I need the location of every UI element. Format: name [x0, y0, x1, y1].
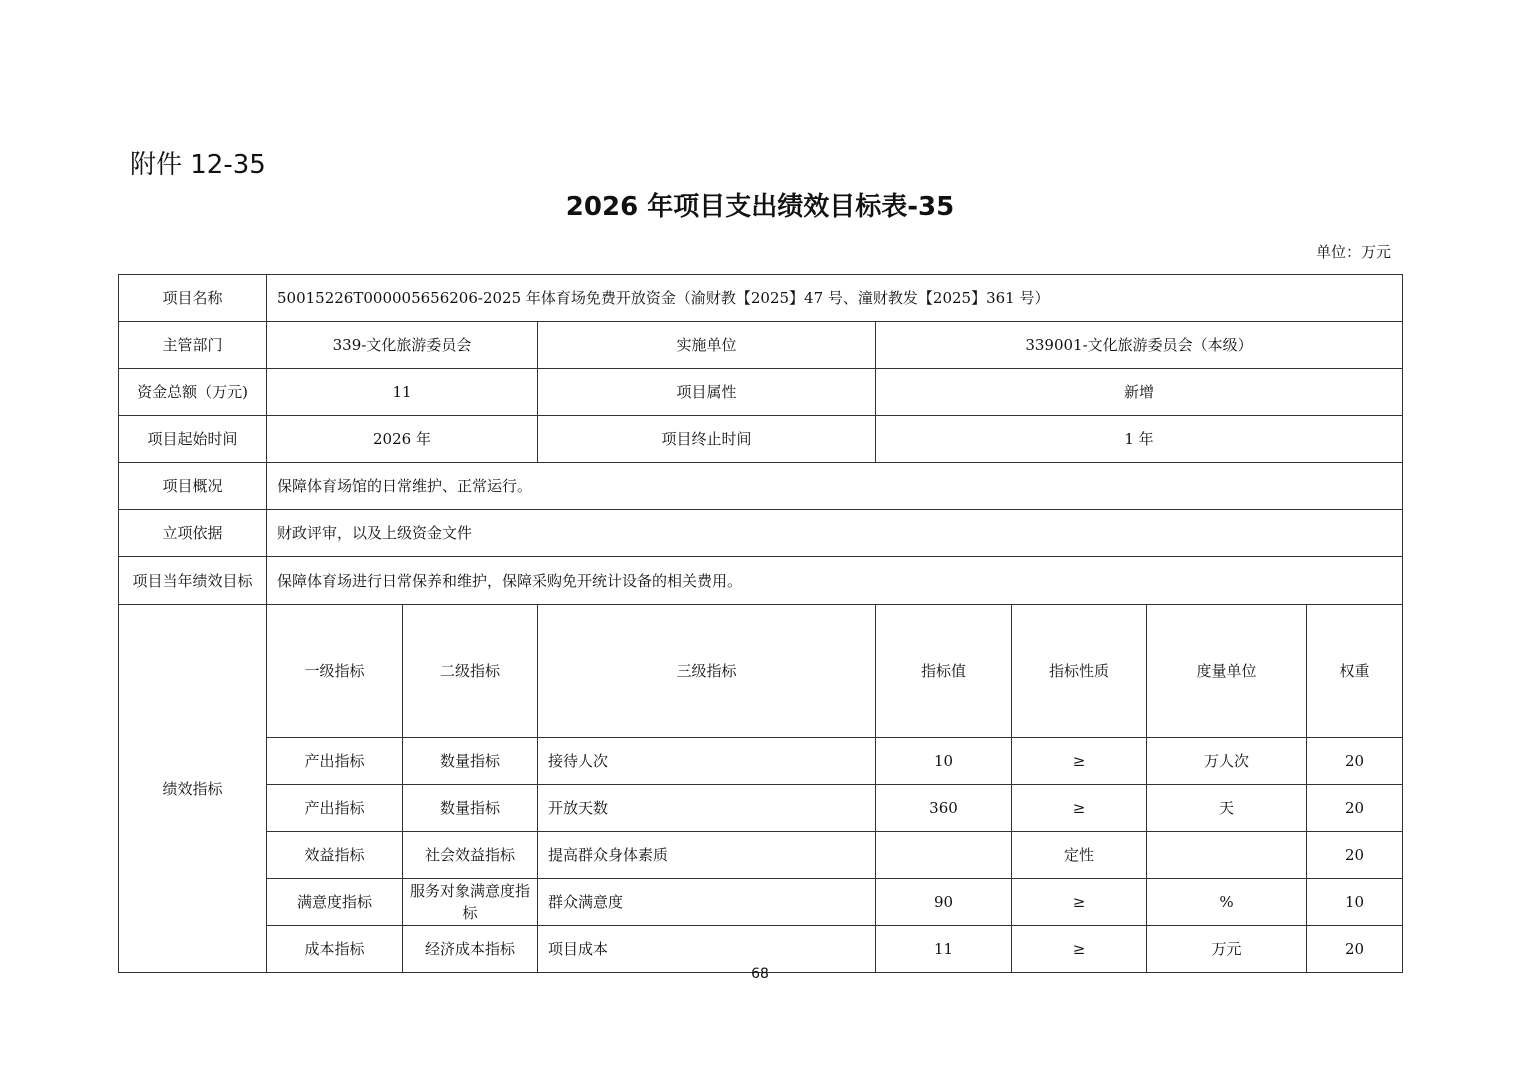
page-title: 2026 年项目支出绩效目标表-35	[565, 192, 955, 222]
row-project-name	[119, 275, 1403, 322]
goal-label: 项目当年绩效目标	[119, 557, 267, 605]
row-goal	[119, 557, 1403, 605]
dept-value: 339-文化旅游委员会	[267, 322, 538, 369]
level2-cell: 数量指标	[403, 785, 538, 832]
attachment-label: 附件 12-35	[130, 150, 266, 180]
impl-label: 实施单位	[538, 322, 876, 369]
header-unit: 度量单位	[1147, 605, 1307, 738]
level3-cell: 接待人次	[538, 738, 876, 785]
nature-cell: 定性	[1012, 832, 1147, 879]
level3-cell: 开放天数	[538, 785, 876, 832]
row-department	[119, 322, 1403, 369]
row-fund	[119, 369, 1403, 416]
level1-cell: 效益指标	[267, 832, 403, 879]
header-level2: 二级指标	[403, 605, 538, 738]
end-value: 1 年	[876, 416, 1403, 463]
level2-cell: 社会效益指标	[403, 832, 538, 879]
table-row	[119, 738, 1403, 785]
weight-cell: 10	[1307, 879, 1403, 926]
header-value: 指标值	[876, 605, 1012, 738]
nature-cell: ≥	[1012, 785, 1147, 832]
header-level1: 一级指标	[267, 605, 403, 738]
start-value: 2026 年	[267, 416, 538, 463]
project-name-value: 50015226T000005656206-2025 年体育场免费开放资金（渝财教【2025】47 号、潼财教发【2025】361 号）	[267, 275, 1403, 322]
weight-cell: 20	[1307, 832, 1403, 879]
level1-cell: 产出指标	[267, 738, 403, 785]
value-cell: 90	[876, 879, 1012, 926]
basis-value: 财政评审，以及上级资金文件	[267, 510, 1403, 557]
level3-cell: 提高群众身体素质	[538, 832, 876, 879]
weight-cell: 20	[1307, 785, 1403, 832]
value-cell: 360	[876, 785, 1012, 832]
table-row	[119, 879, 1403, 926]
unit-cell	[1147, 832, 1307, 879]
start-label: 项目起始时间	[119, 416, 267, 463]
unit-cell: 天	[1147, 785, 1307, 832]
nature-cell: ≥	[1012, 879, 1147, 926]
indicator-header-row	[119, 605, 1403, 738]
value-cell: 11	[876, 926, 1012, 973]
weight-cell: 20	[1307, 738, 1403, 785]
goal-value: 保障体育场进行日常保养和维护，保障采购免开统计设备的相关费用。	[267, 557, 1403, 605]
overview-value: 保障体育场馆的日常维护、正常运行。	[267, 463, 1403, 510]
indicators-label: 绩效指标	[119, 605, 267, 973]
overview-label: 项目概况	[119, 463, 267, 510]
fund-label: 资金总额（万元)	[119, 369, 267, 416]
attr-label: 项目属性	[538, 369, 876, 416]
table-row	[119, 832, 1403, 879]
row-basis	[119, 510, 1403, 557]
impl-value: 339001-文化旅游委员会（本级）	[876, 322, 1403, 369]
performance-target-table	[118, 274, 1403, 973]
dept-label: 主管部门	[119, 322, 267, 369]
weight-cell: 20	[1307, 926, 1403, 973]
header-level3: 三级指标	[538, 605, 876, 738]
value-cell: 10	[876, 738, 1012, 785]
level1-cell: 产出指标	[267, 785, 403, 832]
level2-cell: 数量指标	[403, 738, 538, 785]
level3-cell: 群众满意度	[538, 879, 876, 926]
nature-cell: ≥	[1012, 926, 1147, 973]
end-label: 项目终止时间	[538, 416, 876, 463]
level2-cell: 经济成本指标	[403, 926, 538, 973]
attr-value: 新增	[876, 369, 1403, 416]
unit-cell: 万元	[1147, 926, 1307, 973]
fund-value: 11	[267, 369, 538, 416]
level1-cell: 满意度指标	[267, 879, 403, 926]
value-cell	[876, 832, 1012, 879]
project-name-label: 项目名称	[119, 275, 267, 322]
unit-cell: 万人次	[1147, 738, 1307, 785]
page-number: 68	[751, 966, 769, 982]
level1-cell: 成本指标	[267, 926, 403, 973]
level2-cell: 服务对象满意度指标	[403, 879, 538, 926]
header-weight: 权重	[1307, 605, 1403, 738]
table-row	[119, 785, 1403, 832]
unit-label: 单位：万元	[1315, 243, 1391, 261]
row-overview	[119, 463, 1403, 510]
row-time	[119, 416, 1403, 463]
level3-cell: 项目成本	[538, 926, 876, 973]
basis-label: 立项依据	[119, 510, 267, 557]
nature-cell: ≥	[1012, 738, 1147, 785]
header-nature: 指标性质	[1012, 605, 1147, 738]
unit-cell: %	[1147, 879, 1307, 926]
